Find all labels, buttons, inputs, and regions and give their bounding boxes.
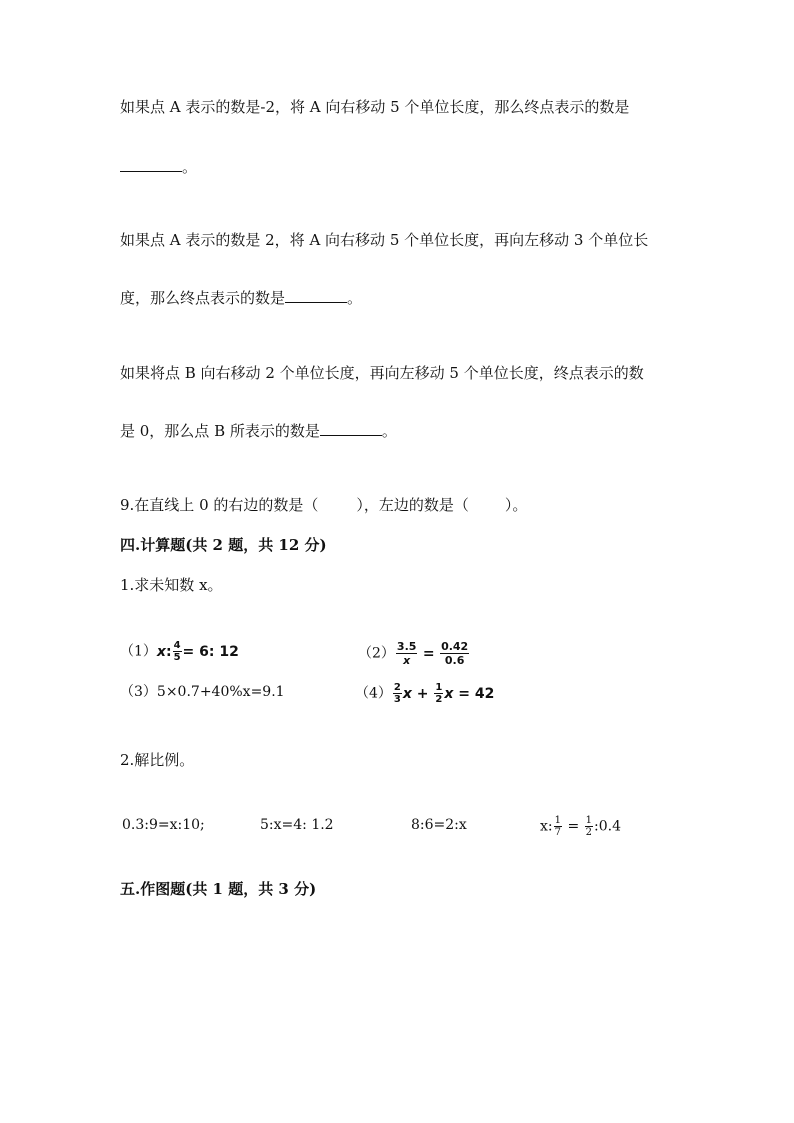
answer-blank[interactable] bbox=[320, 421, 382, 436]
variable-x: x bbox=[156, 643, 166, 660]
fraction-0.42-0.6 bbox=[440, 640, 469, 667]
equation-1-rest: = 6: 12 bbox=[182, 643, 239, 660]
proportion-1: 0.3:9=x:10; bbox=[122, 817, 205, 833]
equals-sign: = bbox=[422, 645, 435, 662]
equation-4-label: （4） bbox=[355, 685, 392, 702]
denominator: 2 bbox=[585, 827, 593, 838]
proportion-4 bbox=[540, 815, 621, 838]
proportion-2: 5:x=4: 1.2 bbox=[260, 817, 334, 833]
proportion-4-post: :0.4 bbox=[594, 818, 621, 835]
fraction-3.5-x bbox=[396, 640, 418, 667]
numerator: 3.5 bbox=[396, 640, 417, 653]
denominator: 3 bbox=[393, 694, 401, 705]
section-4-q1-title: 1.求未知数 x。 bbox=[120, 576, 223, 594]
equation-2 bbox=[358, 640, 470, 667]
numerator: 4 bbox=[173, 640, 181, 651]
numerator: 1 bbox=[585, 815, 593, 826]
denominator: x bbox=[403, 654, 411, 667]
equation-4 bbox=[355, 682, 494, 705]
fraction-1-2 bbox=[434, 682, 443, 705]
equation-2-label: （2） bbox=[358, 645, 395, 662]
equation-1 bbox=[120, 640, 239, 663]
question-a1-label: 如果点 A 表示的数是-2，将 A 向右移动 5 个单位长度，那么终点表示的数是 bbox=[120, 98, 630, 116]
fraction-1-7 bbox=[554, 815, 562, 838]
denominator: 2 bbox=[435, 694, 443, 705]
answer-blank[interactable] bbox=[285, 288, 347, 303]
question-b-line2 bbox=[120, 421, 397, 441]
period: 。 bbox=[347, 289, 363, 307]
denominator: 0.6 bbox=[444, 654, 465, 667]
numerator: 1 bbox=[435, 682, 443, 693]
equation-1-label: （1） bbox=[120, 643, 157, 660]
fraction-1-2 bbox=[585, 815, 593, 838]
equation-3-text: 5×0.7+40%x=9.1 bbox=[156, 684, 285, 700]
equation-3-label: （3） bbox=[120, 684, 157, 700]
proportion-4-pre: x: bbox=[540, 818, 553, 835]
denominator: 7 bbox=[554, 827, 561, 838]
period: 。 bbox=[381, 422, 397, 440]
equation-4-rest: = 42 bbox=[453, 685, 495, 702]
equation-3 bbox=[120, 682, 285, 702]
numerator: 0.42 bbox=[441, 640, 469, 653]
fraction-2-3 bbox=[393, 682, 402, 705]
question-9-part3: ）。 bbox=[504, 496, 528, 514]
fraction-4-5 bbox=[173, 640, 182, 663]
section-4-q2-title: 2.解比例。 bbox=[120, 751, 195, 769]
equals-sign: = bbox=[563, 818, 584, 835]
answer-blank[interactable] bbox=[120, 157, 182, 172]
variable-x: x bbox=[444, 685, 454, 702]
question-a2-text: 度，那么终点表示的数是 bbox=[120, 289, 286, 307]
section-5-heading: 五.作图题(共 1 题，共 3 分) bbox=[120, 880, 317, 898]
numerator: 2 bbox=[393, 682, 401, 693]
section-4-heading: 四.计算题(共 2 题，共 12 分) bbox=[120, 536, 327, 554]
colon: : bbox=[165, 643, 172, 660]
question-9-part1: 9.在直线上 0 的右边的数是（ bbox=[120, 496, 319, 514]
question-a1-text bbox=[120, 97, 629, 117]
question-b-line1: 如果将点 B 向右移动 2 个单位长度，再向左移动 5 个单位长度，终点表示的数 bbox=[120, 364, 644, 382]
question-b-text: 是 0，那么点 B 所表示的数是 bbox=[120, 422, 320, 440]
proportion-3: 8:6=2:x bbox=[411, 817, 467, 833]
question-a2-line2 bbox=[120, 288, 362, 308]
question-9 bbox=[120, 495, 527, 515]
numerator: 1 bbox=[554, 815, 561, 826]
question-a1-answer-line bbox=[120, 157, 197, 177]
question-9-part2: ），左边的数是（ bbox=[356, 496, 469, 514]
period: 。 bbox=[182, 158, 198, 176]
variable-x: x bbox=[402, 685, 412, 702]
question-a2-line1: 如果点 A 表示的数是 2，将 A 向右移动 5 个单位长度，再向左移动 3 个单位长 bbox=[120, 231, 649, 249]
plus-sign: + bbox=[411, 685, 434, 702]
denominator: 5 bbox=[173, 652, 181, 663]
